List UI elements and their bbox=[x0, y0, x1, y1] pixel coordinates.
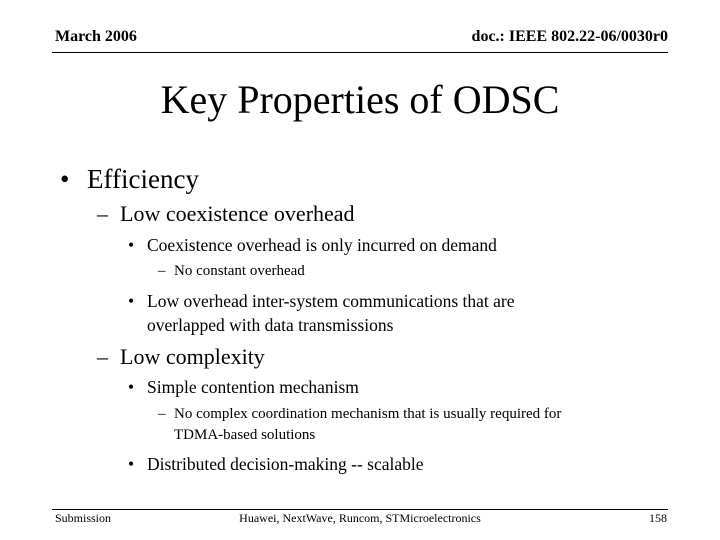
footer-page-number: 158 bbox=[649, 511, 667, 525]
footer-authors: Huawei, NextWave, Runcom, STMicroelectronics bbox=[239, 511, 481, 525]
bullet-marker: – bbox=[97, 201, 108, 226]
bullet-text: Low overhead inter-system communications that are bbox=[147, 291, 515, 311]
bullet-marker: • bbox=[128, 235, 135, 255]
bullet-text: Efficiency bbox=[87, 164, 199, 194]
header-doc-id: doc.: IEEE 802.22-06/0030r0 bbox=[471, 28, 668, 45]
bullet-marker: • bbox=[128, 377, 135, 397]
bullet-text-continued: TDMA-based solutions bbox=[174, 427, 316, 443]
header-divider bbox=[52, 52, 668, 53]
bullet-text: Coexistence overhead is only incurred on demand bbox=[147, 235, 497, 255]
bullet-text: No complex coordination mechanism that is usually required for bbox=[174, 406, 562, 422]
bullet-marker: – bbox=[158, 263, 166, 279]
bullet-marker: – bbox=[158, 406, 166, 422]
bullet-text: Distributed decision-making -- scalable bbox=[147, 454, 424, 474]
bullet-text-continued: overlapped with data transmissions bbox=[147, 315, 394, 335]
bullet-marker: • bbox=[60, 164, 70, 194]
header-date: March 2006 bbox=[55, 28, 137, 45]
bullet-text: No constant overhead bbox=[174, 263, 305, 279]
bullet-marker: – bbox=[97, 344, 108, 369]
footer-divider bbox=[52, 509, 668, 510]
slide-title: Key Properties of ODSC bbox=[160, 77, 560, 122]
bullet-text: Low complexity bbox=[120, 344, 265, 369]
bullet-marker: • bbox=[128, 291, 135, 311]
footer-submission: Submission bbox=[55, 511, 112, 525]
bullet-text: Low coexistence overhead bbox=[120, 201, 355, 226]
bullet-text: Simple contention mechanism bbox=[147, 377, 359, 397]
bullet-marker: • bbox=[128, 454, 135, 474]
